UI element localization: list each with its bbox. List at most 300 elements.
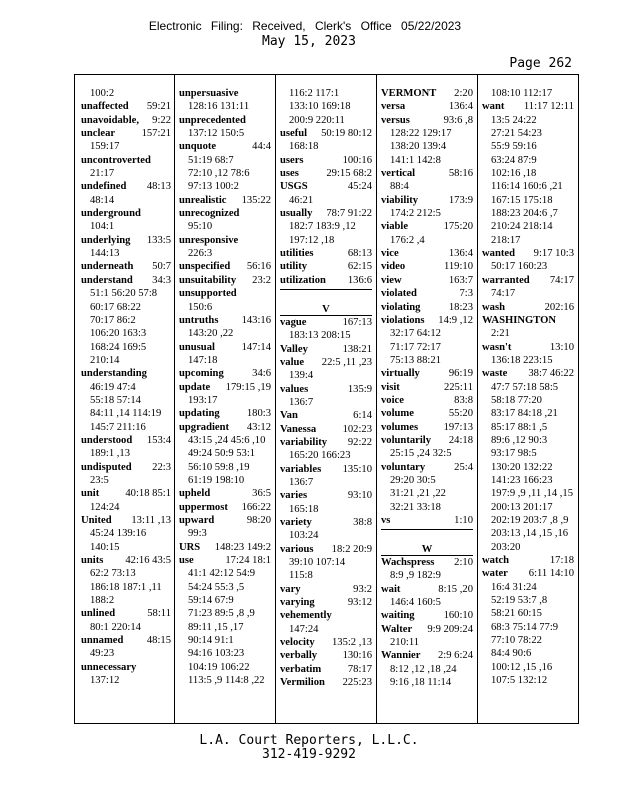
index-term-word: vehemently — [280, 610, 332, 622]
index-term — [482, 274, 574, 287]
index-term-word: understanding — [81, 368, 147, 380]
index-term-word: unaffected — [81, 101, 129, 113]
page-line-refs: 135:2 ,13 — [331, 637, 372, 649]
page-line-refs: 75:13 88:21 — [390, 354, 441, 366]
page-line-refs: 188:23 204:6 ,7 — [491, 208, 558, 220]
page-line-refs: 25:4 — [454, 461, 473, 473]
index-term-word: vertical — [381, 168, 416, 180]
page-line-refs: 115:8 — [289, 570, 313, 582]
page-line-refs: 103:24 — [289, 530, 319, 542]
index-term-word: underground — [81, 208, 141, 220]
index-term — [280, 609, 372, 622]
page-line-refs: 32:17 64:12 — [390, 328, 441, 340]
page-line-refs: 2:9 6:24 — [437, 650, 473, 662]
index-term — [381, 220, 473, 233]
page-line-refs: 56:10 59:8 ,19 — [188, 461, 250, 473]
page-line-refs: 29:20 30:5 — [390, 474, 436, 486]
page-line-refs: 9:16 ,18 11:14 — [390, 677, 452, 689]
index-term-word: update — [179, 381, 211, 393]
page-line-refs: 124:24 — [90, 501, 120, 513]
index-term-word: Walter — [381, 623, 413, 635]
page-line-refs: 197:13 — [443, 421, 473, 433]
page-line-refs: 50:19 80:12 — [321, 128, 372, 140]
index-term-word: unit — [81, 488, 100, 500]
index-term — [381, 583, 473, 596]
page-line-refs: 133:5 — [146, 234, 171, 246]
index-term-word: wasn't — [482, 341, 512, 353]
index-column-2 — [179, 87, 271, 687]
page-line-refs: 54:24 55:3 ,5 — [188, 581, 245, 593]
index-term-word: view — [381, 274, 402, 286]
column-divider — [275, 75, 276, 723]
page-line-refs: 141:23 166:23 — [491, 474, 553, 486]
page-line-refs: 202:16 — [544, 301, 574, 313]
index-term-word: WASHINGTON — [482, 314, 556, 326]
deposition-date: May 15, 2023 — [262, 34, 356, 49]
index-term — [381, 514, 473, 527]
page-line-refs: 34:3 — [152, 274, 171, 286]
index-term — [280, 516, 372, 529]
index-term — [381, 260, 473, 273]
index-term-word: wanted — [482, 248, 515, 260]
page-line-refs: 29:15 68:2 — [326, 168, 372, 180]
index-term-word: wait — [381, 583, 401, 595]
index-term — [81, 180, 171, 193]
index-term-word: variety — [280, 517, 312, 528]
index-term-word: units — [81, 555, 104, 567]
page-line-refs: 88:4 — [390, 181, 409, 193]
index-term-word: unpersuasive — [179, 88, 239, 99]
page-line-refs: 8:15 ,20 — [438, 583, 473, 595]
index-term — [482, 367, 574, 380]
index-term-word: unsuitability — [179, 274, 237, 286]
page-line-refs: 22:5 ,11 ,23 — [321, 356, 372, 368]
index-term-word: vice — [381, 248, 399, 260]
page-line-refs: 143:16 — [241, 314, 271, 326]
index-term — [179, 114, 271, 127]
index-term — [280, 316, 372, 329]
page-line-refs: 2:21 — [491, 328, 510, 340]
index-term — [280, 583, 372, 596]
page-line-refs: 225:23 — [342, 677, 372, 689]
page-line-refs: 175:20 — [443, 221, 473, 233]
page-line-refs: 36:5 — [252, 488, 271, 500]
page-line-refs: 50:17 160:23 — [491, 261, 548, 273]
index-term — [81, 514, 171, 527]
index-term — [81, 434, 171, 447]
page-line-refs: 188:2 — [90, 595, 115, 607]
page-line-refs: 136:7 — [289, 396, 314, 408]
page-line-refs: 225:11 — [443, 381, 473, 393]
index-term — [81, 661, 171, 674]
index-term — [381, 394, 473, 407]
page-line-refs: 94:16 103:23 — [188, 648, 245, 660]
index-term-word: volume — [381, 408, 414, 420]
page-line-refs: 141:1 142:8 — [390, 154, 441, 166]
page-line-refs: 9:22 — [152, 114, 171, 126]
index-term — [280, 260, 372, 273]
page-line-refs: 51:19 68:7 — [188, 154, 234, 166]
index-column-1 — [81, 87, 171, 687]
index-term-word: voluntary — [381, 461, 426, 473]
index-term-word: violating — [381, 301, 421, 313]
index-term — [280, 463, 372, 476]
page-line-refs: 136:18 223:15 — [491, 354, 553, 366]
index-term — [482, 554, 574, 567]
index-term — [81, 607, 171, 620]
index-term-word: want — [482, 101, 505, 113]
index-term — [179, 140, 271, 153]
page-line-refs: 130:16 — [342, 650, 372, 662]
page-line-refs: 70:17 86:2 — [90, 314, 136, 326]
index-term — [81, 100, 171, 113]
index-term — [482, 314, 574, 327]
page-line-refs: 150:6 — [188, 301, 213, 313]
page-line-refs: 84:11 ,14 114:19 — [90, 408, 162, 420]
page-line-refs: 167:15 175:18 — [491, 194, 553, 206]
index-term-word: unquote — [179, 141, 217, 153]
index-term — [81, 207, 171, 220]
page-line-refs: 9:17 10:3 — [533, 248, 574, 260]
page-line-refs: 95:10 — [188, 221, 213, 233]
page-line-refs: 153:4 — [146, 434, 171, 446]
index-term — [81, 114, 171, 127]
index-term — [81, 260, 171, 273]
index-term-word: uncontroverted — [81, 154, 151, 166]
page-line-refs: 97:13 100:2 — [188, 181, 239, 193]
index-term — [179, 554, 271, 567]
page-line-refs: 136:4 — [448, 101, 473, 113]
index-term-word: Wannier — [381, 650, 421, 662]
index-term — [381, 623, 473, 636]
page-line-refs: 62:15 — [347, 261, 372, 273]
index-term-word: value — [280, 356, 305, 368]
page-line-refs: 61:19 198:10 — [188, 474, 245, 486]
page-line-refs: 159:17 — [90, 141, 120, 153]
page-line-refs: 137:12 150:5 — [188, 128, 245, 140]
page-line-refs: 89:6 ,12 90:3 — [491, 434, 548, 446]
page-line-refs: 168:24 169:5 — [90, 341, 147, 353]
index-term — [381, 367, 473, 380]
page-line-refs: 44:4 — [252, 141, 271, 153]
page-line-refs: 140:15 — [90, 541, 120, 553]
page-line-refs: 84:4 90:6 — [491, 648, 532, 660]
index-term — [381, 609, 473, 622]
index-term-word: useful — [280, 128, 308, 140]
page-line-refs: 18:2 20:9 — [331, 543, 372, 555]
column-divider — [174, 75, 175, 723]
page-line-refs: 137:12 — [90, 675, 120, 687]
page-line-refs: 16:4 31:24 — [491, 581, 537, 593]
index-term — [179, 421, 271, 434]
index-term — [482, 341, 574, 354]
index-term — [280, 356, 372, 369]
index-term — [381, 434, 473, 447]
index-term — [81, 367, 171, 380]
index-term — [81, 127, 171, 140]
page-line-refs: 13:10 — [549, 341, 574, 353]
page-line-refs: 93:2 — [353, 583, 372, 595]
index-term-word: updating — [179, 408, 220, 420]
index-term — [179, 487, 271, 500]
page-line-refs: 226:3 — [188, 248, 213, 260]
page-line-refs: 6:14 — [353, 410, 372, 422]
section-letter: V — [280, 303, 372, 316]
reporter-company: L.A. Court Reporters, L.L.C. — [199, 733, 419, 748]
index-term — [280, 636, 372, 649]
index-term-word: unspecified — [179, 261, 231, 273]
page-line-refs: 60:17 68:22 — [90, 301, 141, 313]
page-line-refs: 1:10 — [454, 515, 473, 526]
page-line-refs: 147:14 — [241, 341, 271, 353]
page-line-refs: 42:16 43:5 — [125, 555, 171, 567]
page-line-refs: 98:20 — [246, 515, 271, 526]
page-line-refs: 166:22 — [241, 501, 271, 513]
index-term-word: variables — [280, 463, 322, 475]
page-line-refs: 89:11 ,15 ,17 — [188, 621, 244, 633]
page-line-refs: 203:13 ,14 ,15 ,16 — [491, 528, 569, 540]
index-term-word: viable — [381, 221, 409, 233]
page-line-refs: 83:8 — [454, 394, 473, 406]
index-term-word: unavoidable, — [81, 114, 139, 126]
page-line-refs: 62:2 73:13 — [90, 568, 136, 580]
page-line-refs: 9:9 209:24 — [427, 623, 473, 635]
index-term — [280, 167, 372, 180]
page-line-refs: 102:23 — [342, 423, 372, 435]
page-line-refs: 135:22 — [241, 194, 271, 206]
index-term-word: water — [482, 568, 508, 580]
index-term — [179, 367, 271, 380]
page-line-refs: 21:17 — [90, 168, 115, 180]
page-line-refs: 7:3 — [459, 288, 473, 300]
index-frame — [74, 74, 579, 724]
index-term-word: undisputed — [81, 461, 132, 473]
page-line-refs: 58:18 77:20 — [491, 394, 542, 406]
page-line-refs: 186:18 187:1 ,11 — [90, 581, 162, 593]
index-term — [280, 247, 372, 260]
page-line-refs: 203:20 — [491, 541, 521, 553]
index-term — [381, 167, 473, 180]
page-line-refs: 189:1 ,13 — [90, 448, 131, 460]
page-line-refs: 136:6 — [347, 274, 372, 286]
page-line-refs: 138:21 — [342, 343, 372, 355]
index-term — [482, 301, 574, 314]
index-term — [179, 341, 271, 354]
page-line-refs: 147:24 — [289, 623, 319, 635]
index-term — [381, 114, 473, 127]
page-line-refs: 48:14 — [90, 194, 115, 206]
page-line-refs: 168:18 — [289, 141, 319, 153]
index-term-word: unrecognized — [179, 208, 240, 220]
page-line-refs: 46:21 — [289, 194, 314, 206]
page-line-refs: 51:1 56:20 57:8 — [90, 288, 158, 300]
page-line-refs: 197:9 ,9 ,11 ,14 ,15 — [491, 488, 574, 500]
page-line-refs: 135:9 — [347, 383, 372, 395]
page-line-refs: 210:11 — [390, 637, 420, 649]
page-line-refs: 39:10 107:14 — [289, 557, 346, 569]
page-line-refs: 163:7 — [448, 274, 473, 286]
page-line-refs: 68:13 — [347, 248, 372, 260]
index-term — [280, 127, 372, 140]
index-column-5 — [482, 87, 574, 687]
page-line-refs: 104:19 106:22 — [188, 661, 250, 673]
page-line-refs: 45:24 — [347, 181, 372, 193]
page-line-refs: 80:1 220:14 — [90, 621, 141, 633]
index-term-word: video — [381, 261, 406, 273]
index-term-word: unnamed — [81, 635, 124, 647]
page-line-refs: 104:1 — [90, 221, 115, 233]
index-term-word: utility — [280, 261, 308, 273]
index-term — [381, 247, 473, 260]
page-line-refs: 93:10 — [347, 490, 372, 502]
page-line-refs: 173:9 — [448, 194, 473, 206]
page-line-refs: 93:12 — [347, 597, 372, 609]
index-term-word: Van — [280, 410, 298, 422]
index-term-word: users — [280, 154, 304, 166]
page-line-refs: 63:24 87:9 — [491, 154, 537, 166]
page-line-refs: 31:21 ,21 ,22 — [390, 488, 446, 500]
index-term — [381, 461, 473, 474]
page-line-refs: 116:2 117:1 — [289, 88, 340, 99]
page-line-refs: 135:10 — [342, 463, 372, 475]
page-line-refs: 74:17 — [491, 288, 516, 300]
page-line-refs: 165:20 166:23 — [289, 450, 351, 462]
index-term — [81, 487, 171, 500]
index-term — [81, 234, 171, 247]
column-divider — [477, 75, 478, 723]
page-line-refs: 17:18 — [549, 555, 574, 567]
page-line-refs: 180:3 — [246, 408, 271, 420]
index-term — [381, 274, 473, 287]
page-line-refs: 68:3 75:14 77:9 — [491, 621, 559, 633]
page-line-refs: 200:9 220:11 — [289, 114, 345, 126]
section-rule — [280, 289, 372, 302]
index-term-word: utilities — [280, 248, 314, 260]
page-line-refs: 128:16 131:11 — [188, 101, 250, 113]
index-term — [381, 100, 473, 113]
index-term-word: versus — [381, 114, 410, 126]
index-term-word: viability — [381, 194, 419, 206]
page-line-refs: 167:13 — [342, 316, 372, 328]
page-line-refs: 106:20 163:3 — [90, 328, 147, 340]
page-line-refs: 2:10 — [454, 557, 473, 569]
index-term — [381, 649, 473, 662]
index-term-word: Valley — [280, 343, 308, 355]
index-term-word: Vanessa — [280, 423, 317, 435]
index-term-word: Vermilion — [280, 677, 325, 689]
section-rule — [381, 529, 473, 542]
page-line-refs: 96:19 — [448, 368, 473, 380]
page-line-refs: 78:17 — [347, 663, 372, 675]
index-term-word: upheld — [179, 488, 211, 500]
index-term — [280, 489, 372, 502]
page-line-refs: 59:14 67:9 — [188, 595, 234, 607]
page-line-refs: 182:7 183:9 ,12 — [289, 221, 356, 233]
page-line-refs: 8:12 ,12 ,18 ,24 — [390, 663, 457, 675]
page-line-refs: 43:15 ,24 45:6 ,10 — [188, 434, 266, 446]
index-term-word: unlined — [81, 608, 116, 620]
index-term-word: wash — [482, 301, 505, 313]
page-line-refs: 59:21 — [146, 101, 171, 113]
index-term-word: virtually — [381, 368, 420, 380]
index-term — [179, 260, 271, 273]
index-term-word: untruths — [179, 314, 219, 326]
index-term — [179, 314, 271, 327]
index-term-word: vary — [280, 583, 301, 595]
page-line-refs: 92:22 — [347, 436, 372, 448]
index-term-word: underneath — [81, 261, 134, 273]
page-line-refs: 165:18 — [289, 503, 319, 515]
page-line-refs: 179:15 ,19 — [225, 381, 271, 393]
index-term-word: use — [179, 555, 194, 567]
page-line-refs: 136:7 — [289, 476, 314, 488]
index-term-word: uses — [280, 168, 299, 180]
index-term-word: unresponsive — [179, 234, 239, 246]
page-line-refs: 58:21 60:15 — [491, 608, 542, 620]
index-term — [81, 554, 171, 567]
index-term-word: waste — [482, 368, 508, 380]
page-line-refs: 139:4 — [289, 370, 314, 382]
index-term — [381, 314, 473, 327]
page-line-refs: 6:11 14:10 — [528, 568, 574, 580]
page-line-refs: 83:17 84:18 ,21 — [491, 408, 558, 420]
filing-stamp: Electronic Filing: Received, Clerk's Office 05/22/2023 — [148, 19, 462, 33]
index-term-word: unclear — [81, 128, 116, 140]
page-line-refs: 17:24 18:1 — [225, 555, 271, 567]
index-term-word: usually — [280, 208, 313, 220]
index-term-word: vague — [280, 316, 307, 328]
page-line-refs: 48:15 — [146, 635, 171, 647]
page-line-refs: 133:10 169:18 — [289, 101, 351, 113]
page-line-refs: 56:16 — [246, 261, 271, 273]
page-line-refs: 34:6 — [252, 368, 271, 380]
index-term-word: uppermost — [179, 501, 228, 513]
index-term-word: versa — [381, 101, 406, 113]
index-term-word: vs — [381, 515, 391, 526]
index-column-3 — [280, 87, 372, 689]
page-line-refs: 24:18 — [448, 434, 473, 446]
index-term-word: unsupported — [179, 288, 237, 300]
index-term-word: violated — [381, 288, 417, 300]
page-line-refs: 55:18 57:14 — [90, 394, 141, 406]
index-term-word: upward — [179, 515, 215, 526]
index-term-word: upgradient — [179, 421, 230, 433]
index-term — [381, 287, 473, 300]
page-line-refs: 40:18 85:1 — [125, 488, 171, 500]
index-term-word: varies — [280, 490, 308, 502]
index-term — [381, 556, 473, 569]
index-term — [179, 207, 271, 220]
page-line-refs: 210:24 218:14 — [491, 221, 553, 233]
index-term — [179, 287, 271, 300]
index-term — [280, 383, 372, 396]
index-term — [280, 180, 372, 193]
page-line-refs: 2:20 — [454, 88, 473, 99]
page-line-refs: 78:7 91:22 — [326, 208, 372, 220]
index-term — [280, 274, 372, 287]
index-term — [381, 87, 473, 100]
index-term-word: United — [81, 515, 112, 526]
page-line-refs: 47:7 57:18 58:5 — [491, 381, 559, 393]
index-term — [381, 381, 473, 394]
page-line-refs: 108:10 112:17 — [491, 88, 553, 99]
index-term — [179, 87, 271, 100]
index-term-word: voice — [381, 394, 404, 406]
index-term — [81, 274, 171, 287]
index-term-word: USGS — [280, 181, 308, 193]
index-term — [482, 567, 574, 580]
section-letter: W — [381, 543, 473, 556]
